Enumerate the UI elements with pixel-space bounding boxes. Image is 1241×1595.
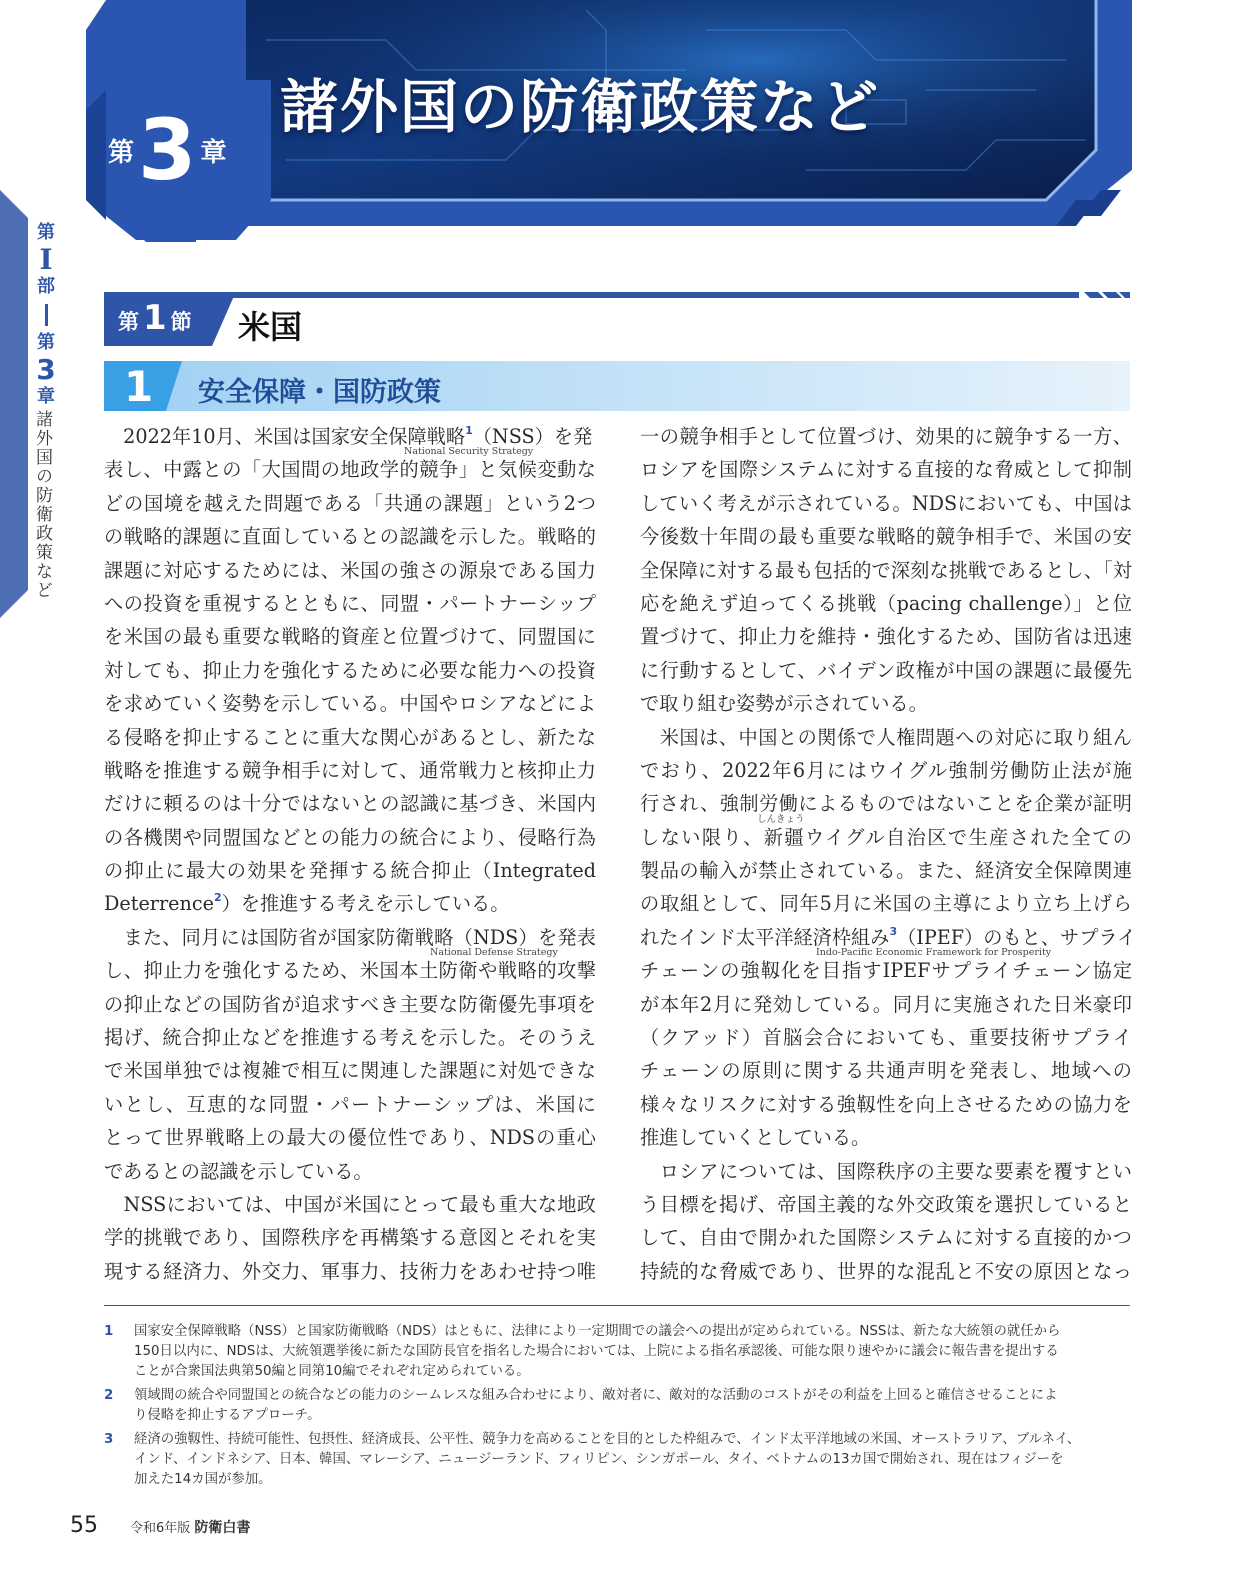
paragraph-line: の抑止などの国防省が追求すべき主要な防衛優先事項を bbox=[104, 992, 596, 1016]
footnote-line: 領域間の統合や同盟国との統合などの能力のシームレスな組み合わせにより、敵対者に、敵対的な活動のコストがその利益を上回ると確信させることによ bbox=[134, 1388, 1058, 1403]
paragraph-line: ロシアを国際システムに対する直接的な脅威として抑制 bbox=[640, 458, 1132, 482]
paragraph-line: して、自由で開かれた国際システムに対する直接的かつ bbox=[640, 1226, 1132, 1250]
paragraph-line: （クアッド）首脳会合においても、重要技術サプライ bbox=[640, 1026, 1132, 1050]
paragraph-line: が本年2月に発効している。同月に実施された日米豪印 bbox=[640, 992, 1132, 1016]
paragraph-line: で米国単独では複雑で相互に関連した課題に対処できな bbox=[104, 1059, 596, 1083]
footnote-1 bbox=[104, 1322, 1130, 1382]
paragraph-line: 様々なリスクに対する強靱性を向上させるための協力を bbox=[640, 1092, 1132, 1116]
paragraph-line: を求めていく姿勢を示している。中国やロシアなどによ bbox=[104, 692, 596, 716]
footnote-line: ことが合衆国法典第50編と同第10編でそれぞれ定められている。 bbox=[134, 1364, 530, 1379]
paragraph-line: とって世界戦略上の最大の優位性であり、NDSの重心 bbox=[104, 1126, 596, 1150]
footnote-ref-2[interactable]: 2 bbox=[213, 891, 222, 905]
footnote-2 bbox=[104, 1386, 1130, 1426]
footnotes bbox=[104, 1322, 1130, 1494]
side-tab-label bbox=[32, 222, 60, 408]
paragraph-line: 今後数十年間の最も重要な戦略的競争相手で、米国の安 bbox=[640, 525, 1132, 549]
paragraph-line: Deterrence$^2$）を推進する考えを示している。 bbox=[104, 891, 510, 916]
chapter-number: 3 bbox=[138, 101, 197, 199]
footnote-3 bbox=[104, 1430, 1130, 1490]
footnote-line: インド、インドネシア、日本、韓国、マレーシア、ニュージーランド、フィリピン、シンガポール、タイ、ベトナムの13カ国で開始され、現在はフィジーを bbox=[134, 1452, 1064, 1467]
paragraph-line: していく考えが示されている。NDSにおいても、中国は bbox=[640, 491, 1132, 515]
gloss-nds: National Defense Strategy bbox=[430, 947, 558, 958]
footnote-number: 2 bbox=[104, 1388, 114, 1403]
chapter-prefix: 第 bbox=[108, 137, 135, 168]
paragraph-line: 置づけて、抑止力を維持・強化するため、国防省は迅速 bbox=[640, 625, 1132, 649]
paragraph-line: NSSにおいては、中国が米国にとって最も重大な地政 bbox=[104, 1192, 596, 1216]
paragraph-line: であるとの認識を示している。 bbox=[104, 1159, 373, 1183]
paragraph-line: 掲げ、統合抑止などを推進する考えを示した。そのうえ bbox=[104, 1026, 596, 1050]
paragraph-line: どの国境を越えた問題である「共通の課題」という2つ bbox=[104, 491, 596, 515]
footnote-line: り侵略を抑止するアプローチ。 bbox=[134, 1408, 321, 1423]
paragraph-line: チェーンの原則に関する共通声明を発表し、地域への bbox=[640, 1059, 1132, 1083]
footnote-ref-3[interactable]: 3 bbox=[889, 924, 898, 938]
paragraph-line: 製品の輸入が禁止されている。また、経済安全保障関連 bbox=[640, 859, 1132, 883]
side-chapter-prefix: 第 bbox=[37, 332, 55, 353]
paragraph-line: チェーンの強靱化を目指すIPEFサプライチェーン協定 bbox=[640, 959, 1132, 983]
body-column-left bbox=[104, 420, 596, 1288]
ruby-xinjiang: しんきょう bbox=[757, 814, 805, 825]
section-rule bbox=[104, 283, 1130, 289]
paragraph-line: 戦略を推進する競争相手に対して、通常戦力と核抑止力 bbox=[104, 758, 596, 782]
paragraph-line: 行され、強制労働によるものではないことを企業が証明 bbox=[640, 792, 1132, 816]
footnote-number: 1 bbox=[104, 1324, 114, 1339]
paragraph-line: 表し、中露との「大国間の地政学的競争」と気候変動な bbox=[104, 458, 596, 482]
paragraph-line: 全保障に対する最も包括的で深刻な挑戦であるとし、「対 bbox=[640, 558, 1132, 582]
footnote-ref-1[interactable]: 1 bbox=[465, 424, 473, 437]
paragraph-line: 学的挑戦であり、国際秩序を再構築する意図とそれを実 bbox=[104, 1226, 596, 1250]
chapter-title: 諸外国の防衛政策など bbox=[280, 73, 881, 141]
chapter-badge bbox=[108, 101, 227, 199]
paragraph-line: 推進していくとしている。 bbox=[640, 1126, 871, 1150]
paragraph-line: 米国は、中国との関係で人権問題への対応に取り組ん bbox=[640, 725, 1132, 749]
paragraph-line: う目標を掲げ、帝国主義的な外交政策を選択していると bbox=[640, 1192, 1132, 1216]
section-title: 米国 bbox=[238, 308, 303, 346]
footer-book-title: 防衛白書 bbox=[194, 1520, 251, 1536]
paragraph-line: に行動するとして、バイデン政権が中国の課題に最優先 bbox=[640, 658, 1132, 682]
gloss-ipef: Indo-Pacific Economic Framework for Prosperity bbox=[816, 947, 1052, 958]
side-part-prefix: 第 bbox=[37, 222, 55, 243]
section-number-label bbox=[118, 298, 192, 338]
side-part-suffix: 部 bbox=[37, 276, 55, 297]
paragraph-line: いとし、互恵的な同盟・パートナーシップは、米国に bbox=[104, 1092, 596, 1116]
paragraph-line: への投資を重視するとともに、同盟・パートナーシップ bbox=[104, 591, 596, 615]
footnote-line: 加えた14カ国が参加。 bbox=[134, 1472, 272, 1487]
subsection-title: 安全保障・国防政策 bbox=[198, 377, 441, 408]
side-part-number: I bbox=[39, 243, 53, 276]
paragraph-line: ロシアについては、国際秩序の主要な要素を覆すとい bbox=[640, 1159, 1132, 1183]
paragraph-line: 一の競争相手として位置づけ、効果的に競争する一方、 bbox=[640, 425, 1132, 448]
paragraph-line: し、抑止力を強化するため、米国本土防衛や戦略的攻撃 bbox=[104, 959, 596, 983]
side-chapter-suffix: 章 bbox=[37, 386, 55, 407]
footnote-line: 国家安全保障戦略（NSS）と国家防衛戦略（NDS）はともに、法律により一定期間での議会への提出が定められている。NSSは、新たな大統領の就任から bbox=[134, 1324, 1061, 1339]
subsection-number: 1 bbox=[124, 362, 154, 411]
paragraph-line: 課題に対応するためには、米国の強さの源泉である国力 bbox=[104, 558, 596, 582]
section-suffix: 節 bbox=[170, 310, 192, 334]
footer-label bbox=[130, 1517, 250, 1537]
paragraph-line: 応を絶えず迫ってくる挑戦（pacing challenge）」と位 bbox=[640, 591, 1132, 615]
footnote-line: 150日以内に、NDSは、大統領選挙後に新たな国防長官を指名した場合においては、上院による指名承認後、可能な限り速やかに議会に報告書を提出する bbox=[134, 1344, 1059, 1359]
paragraph-line: る侵略を抑止することに重大な関心があるとし、新たな bbox=[104, 725, 596, 749]
body-column-right bbox=[640, 420, 1137, 1288]
paragraph-line: の各機関や同盟国などとの能力の統合により、侵略行為 bbox=[104, 825, 596, 849]
footnote-number: 3 bbox=[104, 1432, 114, 1447]
side-divider bbox=[45, 304, 48, 326]
paragraph-line: の取組として、同年5月に米国の主導により立ち上げら bbox=[640, 892, 1132, 916]
paragraph-line: 対しても、抑止力を強化するために必要な能力への投資 bbox=[104, 658, 596, 682]
side-vertical-title: 諸外国の防衛政策など bbox=[32, 410, 52, 600]
footnote-line: 経済の強靱性、持続可能性、包摂性、経済成長、公平性、競争力を高めることを目的とした枠組みで、インド太平洋地域の米国、オーストラリア、ブルネイ、 bbox=[134, 1432, 1081, 1447]
paragraph-line: の抑止に最大の効果を発揮する統合抑止（Integrated bbox=[104, 859, 596, 883]
paragraph-line: れたインド太平洋経済枠組み$^3$（IPEF）のもと、サプライ bbox=[640, 924, 1137, 949]
paragraph-line: で取り組む姿勢が示されている。 bbox=[640, 692, 928, 716]
chapter-suffix: 章 bbox=[200, 137, 227, 168]
paragraph-line: だけに頼るのは十分ではないとの認識に基づき、米国内 bbox=[104, 792, 596, 816]
paragraph-line: の戦略的課題に直面しているとの認識を示した。戦略的 bbox=[104, 525, 596, 549]
gloss-nss: National Security Strategy bbox=[404, 446, 534, 457]
paragraph-line: でおり、2022年6月にはウイグル強制労働防止法が施 bbox=[640, 758, 1132, 782]
paragraph-line: 持続的な脅威であり、世界的な混乱と不安の原因となっ bbox=[640, 1259, 1132, 1283]
footer-edition: 令和6年版 bbox=[130, 1521, 191, 1536]
paragraph-line: を米国の最も重要な戦略的資産と位置づけて、同盟国に bbox=[104, 625, 596, 649]
section-number: 1 bbox=[143, 298, 167, 338]
paragraph-line: また、同月には国防省が国家防衛戦略（NDS）を発表 bbox=[104, 925, 596, 949]
paragraph-line: 現する経済力、外交力、軍事力、技術力をあわせ持つ唯 bbox=[104, 1259, 596, 1283]
paragraph-line: しない限り、新疆ウイグル自治区で生産された全ての bbox=[640, 825, 1132, 849]
paragraph-line: 2022年10月、米国は国家安全保障戦略$^1$（NSS）を発 bbox=[104, 424, 593, 448]
page-number: 55 bbox=[70, 1513, 98, 1538]
footnote-rule bbox=[104, 1305, 1130, 1306]
section-prefix: 第 bbox=[118, 310, 139, 334]
side-chapter-number: 3 bbox=[36, 353, 56, 386]
